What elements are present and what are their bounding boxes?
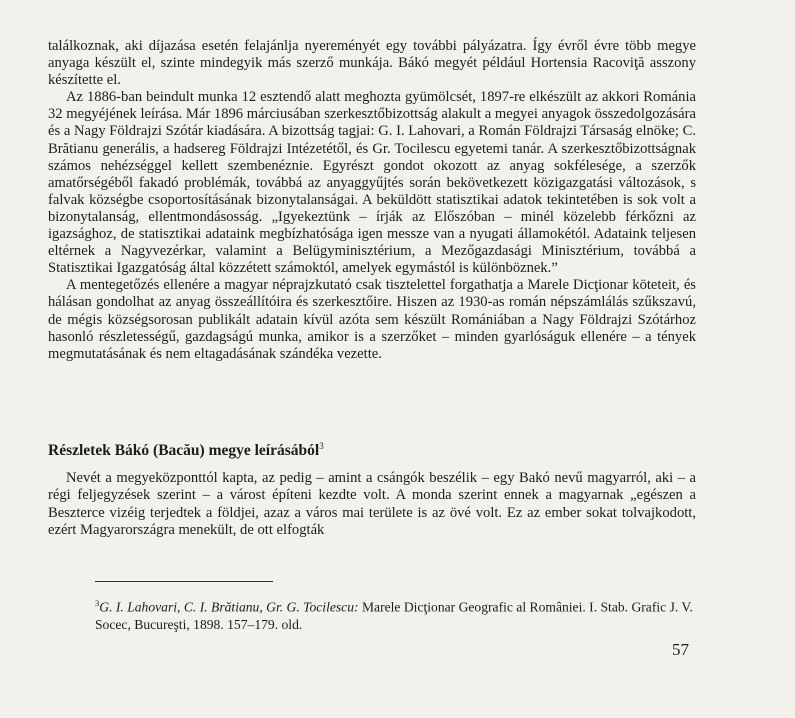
footnote-divider	[95, 581, 273, 582]
paragraph-2: Az 1886-ban beindult munka 12 esztendő alatt meghozta gyümölcsét, 1897-re elkészült az akkori Románia 32 megyéjének leírása. Már 1896 márciusában szerkesztőbizottság alakult a megyei anyagok összedolgozására és a Nagy Földrajzi Szótár kiadására. A bizottság tagjai: G. I. Lahovari, a Román Földrajzi Társaság elnöke; C. Brătianu generális, a hadsereg Földrajzi Intézetétől, és Gr. Tocilescu egyetemi tanár. A szerkesztőbizottságnak számos nehézséggel kellett szembenéznie. Egyrészt gondot okozott az anyag sokfélesége, a szerzők amatőrségéből fakadó problémák, továbbá az anyaggyűjtés során bekövetkezett közigazgatási változások, s falvak községbe csoportosításának bizonytalanságai. A beküldött statisztikai adatok tekintetében is sok volt a bizonytalanság, ellentmondásosság. „Igyekeztünk – írják az Előszóban – minél közelebb férkőzni az igazsághoz, de statisztikai adataink megbízhatósága igen messze van a nyugati államokétól. Adataink teljesen eltérnek a Nagyvezérkar, valamint a Belügyminisztérium, a Mezőgazdasági Minisztérium, továbbá a Statisztikai Igazgatóság által közzétett számoktól, amelyek egymástól is különböznek.”	[48, 89, 696, 277]
section-heading	[48, 441, 324, 460]
footnote-mark: 3	[95, 598, 100, 608]
section-heading-text: Részletek Bákó (Bacău) megye leírásából	[48, 442, 320, 460]
body-text	[48, 38, 696, 363]
footnote	[95, 595, 696, 633]
paragraph-1: találkoznak, aki díjazása esetén felajánlja nyereményét egy további pályázatra. Így évről évre több megye anyaga készült el, szinte mindegyik más szerző munkája. Bákó megyét például Hortensia Racoviţă asszony készítette el.	[48, 38, 696, 89]
footnote-reference: 3	[319, 441, 324, 451]
footnote-authors: G. I. Lahovari, C. I. Brătianu, Gr. G. Tocilescu:	[99, 599, 359, 615]
section-paragraph-1: Nevét a megyeközponttól kapta, az pedig – amint a csángók beszélik – egy Bakó nevű magyarról, aki – a régi feljegyzések szerint – a várost építeni kezdte volt. A monda szerint ennek a magyarnak „egészen a Beszterce vizéig terjedtek a földjei, azaz a város mai területe is az övé volt. Ez az ember sokat tolvajkodott, ezért Magyarországra menekült, de ott elfogták	[48, 470, 696, 539]
paragraph-3: A mentegetőzés ellenére a magyar néprajzkutató csak tisztelettel forgathatja a Marele Dicţionar köteteit, és hálásan gondolhat az anyag összeállítóira és szerkesztőire. Hiszen az 1930-as román népszámlálás szűkszavú, de mégis községsorosan publikált adatain kívül azóta sem készült Romániában a Nagy Földrajzi Szótárhoz hasonló részletességű, gazdagságú munka, amikor is a szerzőket – minden gyarlóságuk ellenére – a tények megmutatásának és nem eltagadásának szándéka vezette.	[48, 277, 696, 362]
section-body	[48, 470, 696, 540]
page-number: 57	[672, 640, 689, 659]
footnote-citation: Marele Dicţionar Geografic al României. I. Stab. Grafic J. V. Socec, Bucureşti, 1898. 157–179. old.	[95, 599, 693, 632]
